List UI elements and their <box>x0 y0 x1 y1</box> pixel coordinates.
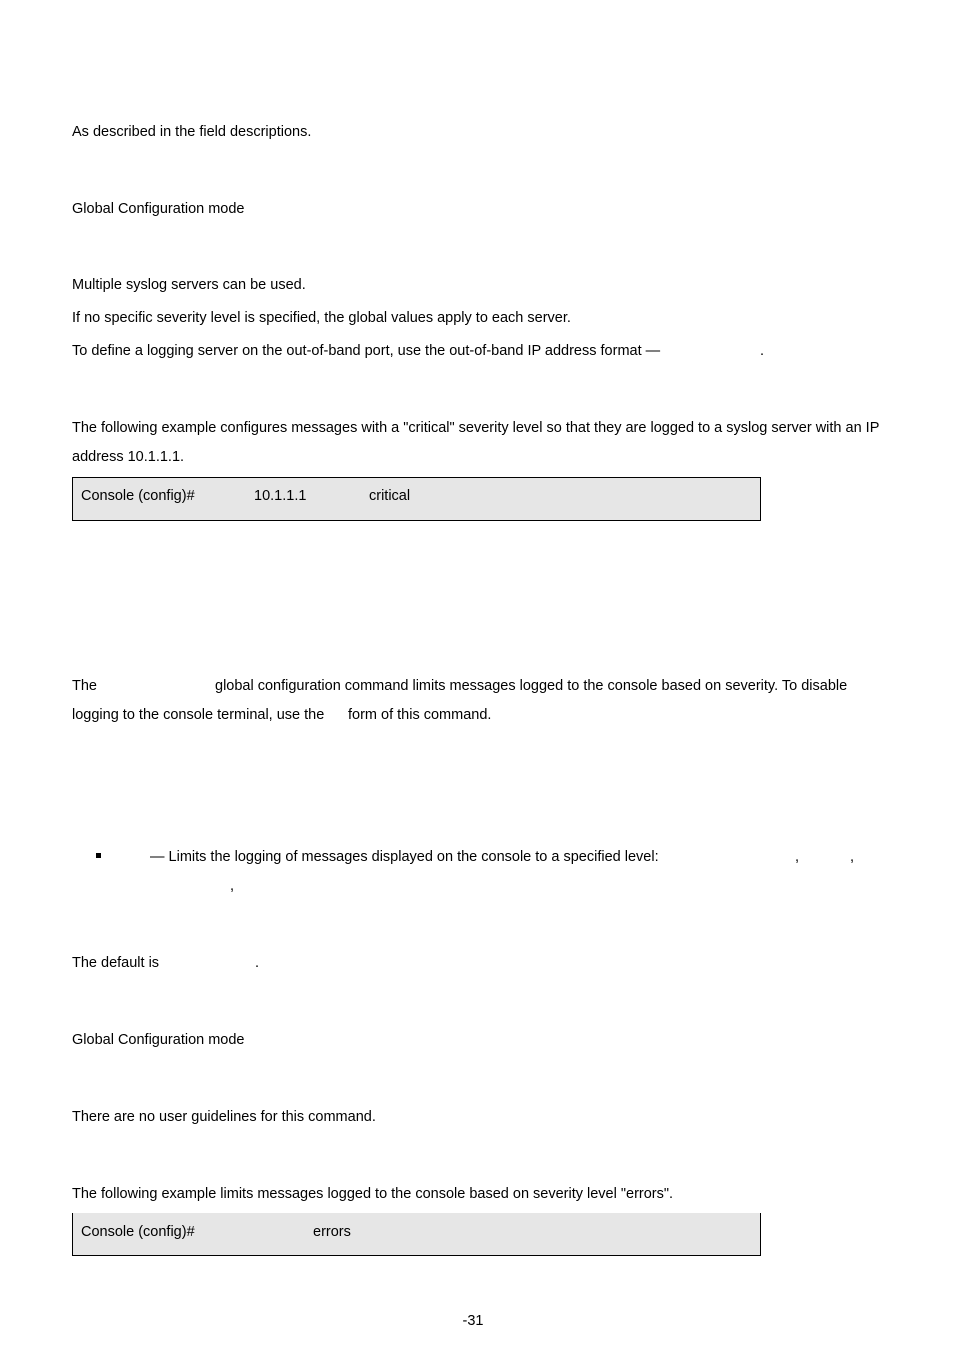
guideline-line-2: If no specific severity level is specified, the global values apply to each server. <box>72 310 571 326</box>
default-text: The default is <box>72 955 160 971</box>
code-ip-address: 10.1.1.1 <box>254 488 307 504</box>
guideline-line-3-period: . <box>760 343 765 359</box>
default-text: As described in the field descriptions. <box>72 124 312 140</box>
example-text: The following example limits messages logged to the console based on severity level "errors". <box>72 1186 674 1202</box>
command-mode-text: Global Configuration mode <box>72 201 245 217</box>
example-text-line-1: The following example configures messages with a "critical" severity level so that they are logged to a syslog server with an IP <box>72 420 880 436</box>
user-guidelines-text: There are no user guidelines for this command. <box>72 1109 376 1125</box>
description-the: The <box>72 678 97 694</box>
description-line-2: logging to the console terminal, use the <box>72 707 325 723</box>
guideline-line-3: To define a logging server on the out-of-band port, use the out-of-band IP address format — <box>72 343 661 359</box>
code-prompt: Console (config)# <box>81 1224 195 1240</box>
example-text-line-2: address 10.1.1.1. <box>72 449 185 465</box>
code-example-box <box>72 477 761 521</box>
parameter-comma: , <box>850 849 855 865</box>
page-number: -31 <box>462 1313 484 1329</box>
code-severity: critical <box>369 488 411 504</box>
parameter-comma: , <box>795 849 800 865</box>
default-text-period: . <box>255 955 260 971</box>
parameter-description: — Limits the logging of messages displayed on the console to a specified level: <box>150 849 659 865</box>
description-line-2-suffix: form of this command. <box>348 707 492 723</box>
code-prompt: Console (config)# <box>81 488 195 504</box>
parameter-comma: , <box>230 878 235 894</box>
code-example-box <box>72 1213 761 1256</box>
guideline-line-1: Multiple syslog servers can be used. <box>72 277 306 293</box>
description-line-1: global configuration command limits messages logged to the console based on severity. To disable <box>215 678 848 694</box>
command-mode-text: Global Configuration mode <box>72 1032 245 1048</box>
bullet-marker <box>96 853 101 858</box>
code-severity: errors <box>313 1224 351 1240</box>
